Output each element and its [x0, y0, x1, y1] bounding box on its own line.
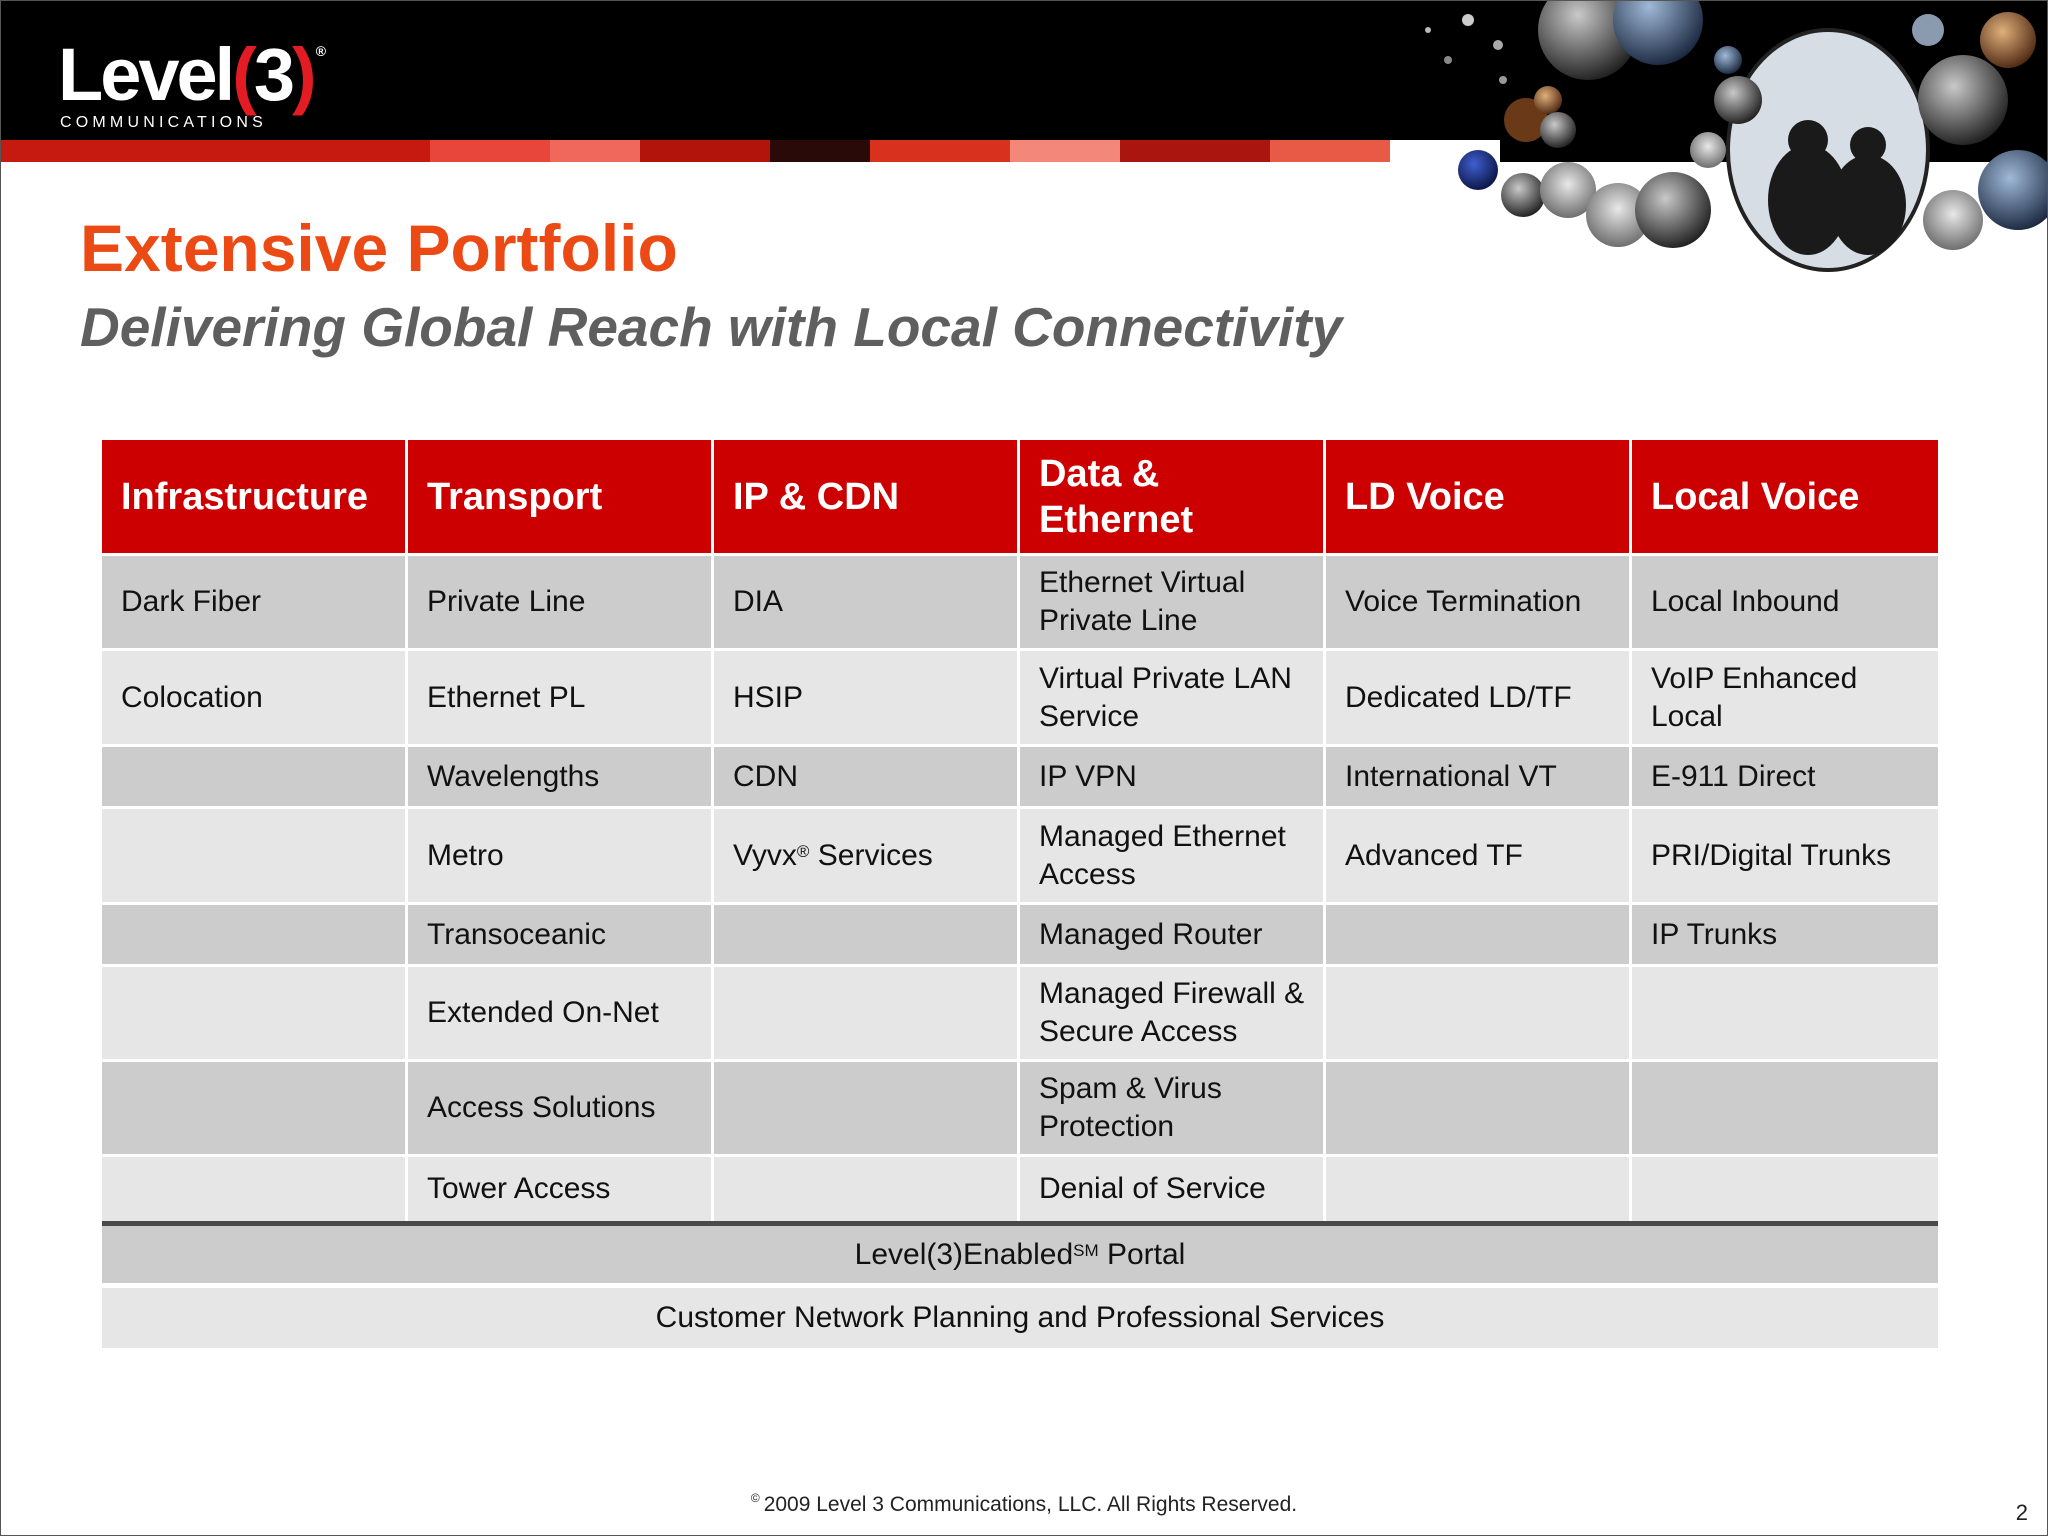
table-cell: Dedicated LD/TF — [1326, 651, 1632, 744]
table-row — [102, 648, 1938, 744]
table-cell — [102, 1157, 408, 1221]
table-cell — [714, 905, 1020, 964]
table-cell — [714, 1157, 1020, 1221]
table-cell: VoIP Enhanced Local — [1632, 651, 1938, 744]
table-cell: Advanced TF — [1326, 809, 1632, 902]
table-cell — [1632, 967, 1938, 1059]
vyvx-suffix: Services — [809, 838, 933, 872]
table-cell — [1632, 1062, 1938, 1154]
table-cell: Local Inbound — [1632, 556, 1938, 648]
table-row — [102, 553, 1938, 648]
table-cell: Managed Ethernet Access — [1020, 809, 1326, 902]
slide-subtitle: Delivering Global Reach with Local Connectivity — [80, 296, 1343, 358]
table-header-row — [102, 440, 1938, 553]
logo-subtitle: COMMUNICATIONS — [60, 114, 267, 131]
table-cell — [1326, 905, 1632, 964]
table-cell: Metro — [408, 809, 714, 902]
table-cell: Wavelengths — [408, 747, 714, 806]
table-cell: PRI/Digital Trunks — [1632, 809, 1938, 902]
color-stripe — [0, 140, 1500, 162]
table-cell — [1632, 1157, 1938, 1221]
column-header: Local Voice — [1632, 440, 1938, 553]
copyright-symbol: © — [750, 1491, 760, 1505]
column-header: IP & CDN — [714, 440, 1020, 553]
level3-logo — [58, 33, 327, 132]
table-cell: Ethernet PL — [408, 651, 714, 744]
table-row — [102, 902, 1938, 964]
portal-suffix: Portal — [1098, 1237, 1186, 1271]
table-cell: E-911 Direct — [1632, 747, 1938, 806]
photo-collage-decoration — [1408, 0, 2048, 300]
table-cell — [1326, 1157, 1632, 1221]
table-cell: Managed Router — [1020, 905, 1326, 964]
portal-prefix: Level(3)Enabled — [854, 1237, 1074, 1271]
table-cell: Tower Access — [408, 1157, 714, 1221]
column-header: Infrastructure — [102, 440, 408, 553]
table-cell-vyvx: Vyvx ® Services — [714, 809, 1020, 902]
table-cell: Virtual Private LAN Service — [1020, 651, 1326, 744]
professional-services-row: Customer Network Planning and Professional Services — [102, 1288, 1938, 1348]
column-header: Transport — [408, 440, 714, 553]
table-row — [102, 964, 1938, 1059]
logo-paren-open: ( — [232, 33, 254, 116]
table-cell: Denial of Service — [1020, 1157, 1326, 1221]
column-header: Data & Ethernet — [1020, 440, 1326, 553]
logo-registered-mark: ® — [315, 43, 327, 59]
vyvx-label: Vyvx — [733, 838, 797, 872]
table-cell: Managed Firewall & Secure Access — [1020, 967, 1326, 1059]
table-cell — [102, 905, 408, 964]
table-row — [102, 1154, 1938, 1221]
table-cell: Access Solutions — [408, 1062, 714, 1154]
table-cell: International VT — [1326, 747, 1632, 806]
table-cell: Spam & Virus Protection — [1020, 1062, 1326, 1154]
logo-word: Level — [58, 33, 233, 116]
page-number: 2 — [2015, 1500, 2028, 1525]
table-cell: Private Line — [408, 556, 714, 648]
logo-number: 3 — [253, 33, 293, 116]
table-cell — [102, 747, 408, 806]
table-cell: IP Trunks — [1632, 905, 1938, 964]
table-cell: Transoceanic — [408, 905, 714, 964]
table-row — [102, 744, 1938, 806]
table-cell: Extended On-Net — [408, 967, 714, 1059]
slide-title: Extensive Portfolio — [80, 211, 678, 285]
table-cell: DIA — [714, 556, 1020, 648]
table-cell — [714, 967, 1020, 1059]
table-row — [102, 1059, 1938, 1154]
copyright-text: 2009 Level 3 Communications, LLC. All Rights Reserved. — [763, 1493, 1298, 1516]
logo-paren-close: ) — [292, 33, 314, 116]
table-cell — [1326, 1062, 1632, 1154]
table-cell — [714, 1062, 1020, 1154]
table-cell: HSIP — [714, 651, 1020, 744]
table-cell — [102, 809, 408, 902]
table-cell: Ethernet Virtual Private Line — [1020, 556, 1326, 648]
column-header: LD Voice — [1326, 440, 1632, 553]
table-cell — [102, 967, 408, 1059]
copyright-footer — [0, 1493, 2048, 1517]
table-cell: CDN — [714, 747, 1020, 806]
table-cell — [102, 1062, 408, 1154]
table-cell: Dark Fiber — [102, 556, 408, 648]
table-row — [102, 806, 1938, 902]
table-cell: Voice Termination — [1326, 556, 1632, 648]
portal-row: Level(3)Enabled ℠ Portal — [102, 1226, 1938, 1283]
table-cell: Colocation — [102, 651, 408, 744]
portfolio-table — [102, 440, 1938, 1348]
table-cell — [1326, 967, 1632, 1059]
table-cell: IP VPN — [1020, 747, 1326, 806]
